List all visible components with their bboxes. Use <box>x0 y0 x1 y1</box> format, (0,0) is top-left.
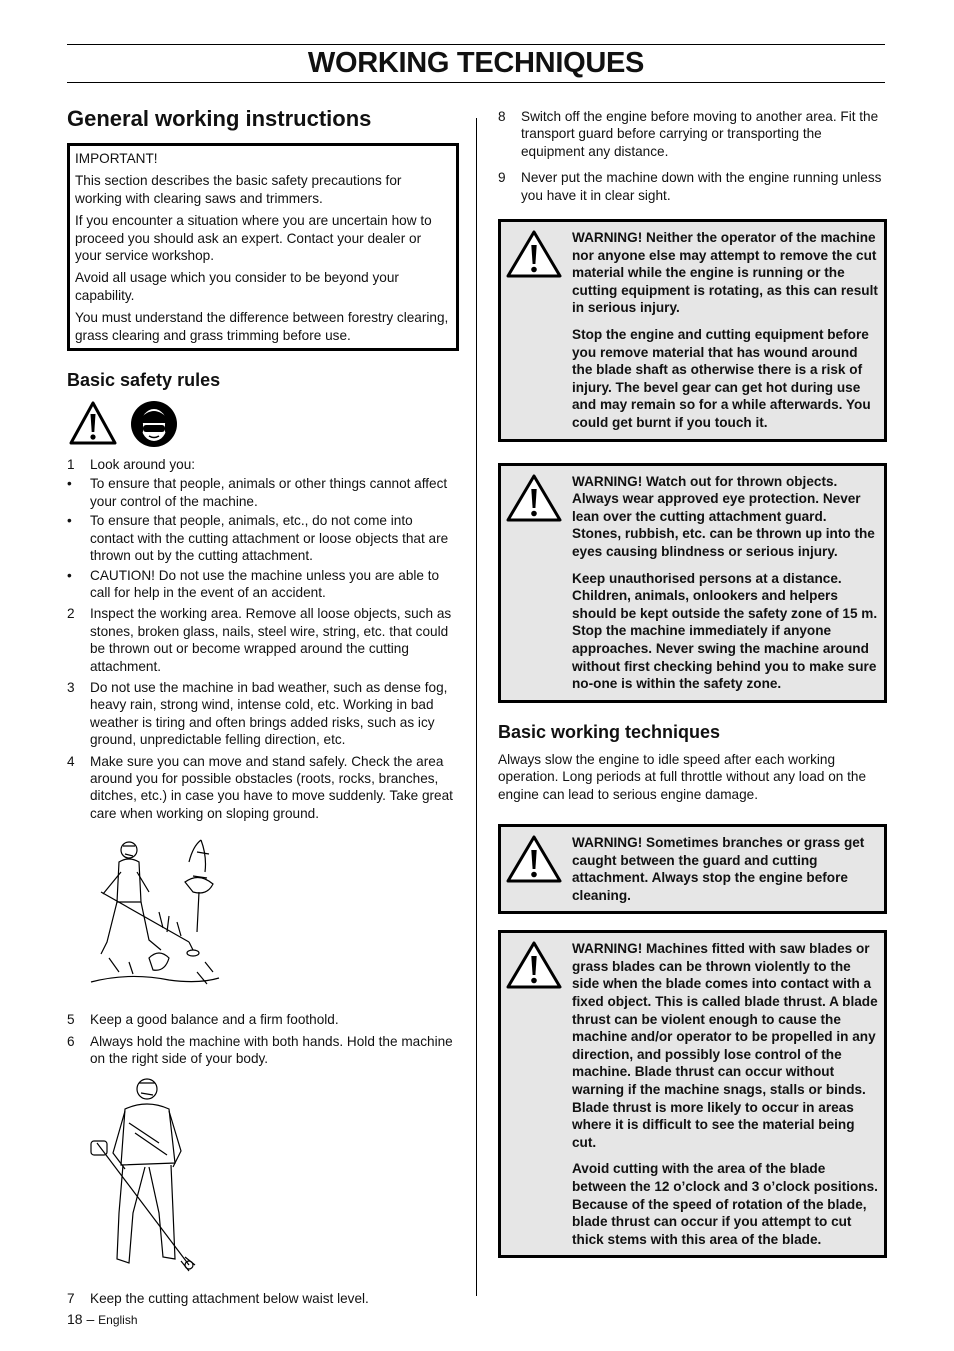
list-item: 9 Never put the machine down with the engine running unless you have it in clear sight. <box>498 170 882 203</box>
important-line: IMPORTANT! <box>75 151 158 166</box>
warning-text: Avoid cutting with the area of the blade between the 12 o’clock and 3 o’clock positions. Because of the speed of rotation of the blade, blade thrust can occur if you attempt to cut thick stems with this area of the blade. <box>572 1161 878 1247</box>
right-column <box>498 108 887 1258</box>
safety-list <box>67 456 455 822</box>
list-item: 8 Switch off the engine before moving to another area. Fit the transport guard before carrying or transporting the equipment any distance. <box>498 109 879 159</box>
page-number: 18 – <box>67 1311 95 1327</box>
illustration-operator-holding-machine <box>89 1073 455 1278</box>
warning-text: Keep unauthorised persons at a distance. Children, animals, onlookers and helpers should be kept outside the safety zone of 15 m. Stop the machine immediately if anyone approaches. Never swing the machine around without first checking behind you to make sure no-one is within the safety zone. <box>572 570 878 692</box>
safety-icons <box>68 400 455 448</box>
balance-list <box>67 1011 455 1067</box>
warning-text: Stop the engine and cutting equipment before you remove material that has wound around the blade shaft as otherwise there is a risk of injury. The bevel gear can get hot during use and may remain so for a while afterwards. You could get burnt if you touch it. <box>572 327 871 430</box>
list-item: 3 Do not use the machine in bad weather, such as dense fog, heavy rain, strong wind, intense cold, etc. Working in bad weather is tiring and often brings added risks, such as icy ground, unpredictable felling direction, etc. <box>67 679 448 748</box>
page-footer <box>67 1311 138 1327</box>
important-line: This section describes the basic safety precautions for working with clearing saws and trimmers. <box>75 173 402 206</box>
list-item: 7 Keep the cutting attachment below waist level. <box>67 1291 369 1307</box>
column-divider <box>476 118 477 1296</box>
warning-box <box>498 463 887 703</box>
protective-equipment-icon <box>130 400 178 448</box>
left-column <box>67 105 455 1312</box>
techniques-text: Always slow the engine to idle speed after each working operation. Long periods at full throttle without any load on the engine can lead to serious engine damage. <box>498 751 867 802</box>
warning-box <box>498 219 887 442</box>
warning-text: WARNING! Neither the operator of the machine nor anyone else may attempt to remove the cut material while the engine is running or the cutting equipment is rotating, as this can result in serious injury. <box>572 230 878 316</box>
warning-text: WARNING! Watch out for thrown objects. Always wear approved eye protection. Never lean over the cutting attachment guard. Stones, rubbish, etc. can be thrown up into the eyes causing blindness or serious injury. <box>572 473 875 559</box>
section-heading: General working instructions <box>67 106 372 131</box>
list-item: 1 Look around you: <box>67 457 196 473</box>
important-line: You must understand the difference between forestry clearing, grass clearing and grass trimming before use. <box>75 310 449 343</box>
warning-triangle-icon <box>505 473 572 693</box>
list-item: • To ensure that people, animals or other things cannot affect your control of the machine. <box>67 476 448 509</box>
warning-triangle-icon <box>505 940 572 1248</box>
important-box <box>67 143 459 351</box>
list-item: 5 Keep a good balance and a firm foothold. <box>67 1012 339 1028</box>
list-item: • CAUTION! Do not use the machine unless you are able to call for help in the event of an accident. <box>67 567 440 600</box>
page-title: WORKING TECHNIQUES <box>307 47 645 79</box>
list-item: 6 Always hold the machine with both hands. Hold the machine on the right side of your body. <box>67 1033 453 1066</box>
illustration-operator-in-brush <box>89 832 455 997</box>
subsection-heading: Basic working techniques <box>498 721 721 742</box>
page-header <box>67 44 885 83</box>
warning-box <box>498 930 887 1258</box>
warning-text: WARNING! Machines fitted with saw blades or grass blades can be thrown violently to the side when the blade comes into contact with a fixed object. This is called blade thrust. A blade thrust can be violent enough to cause the machine and/or operator to be propelled in any direction, and possibly lose control of the machine. Blade thrust can occur without warning if the machine snags, stalls or binds. Blade thrust is more likely to occur in areas where it is difficult to see the material being cut. <box>572 941 878 1150</box>
waist-list <box>67 1290 455 1307</box>
warning-box <box>498 824 887 914</box>
footer-language: English <box>98 1313 138 1327</box>
list-item: 2 Inspect the working area. Remove all loose objects, such as stones, broken glass, nails, steel wire, string, etc. that could be thrown out or become wrapped around the cutting attachment. <box>67 606 452 674</box>
subsection-heading: Basic safety rules <box>67 370 221 391</box>
list-item: 4 Make sure you can move and stand safely. Check the area around you for possible obstacles (roots, rocks, branches, ditches, etc.) in case you have to move suddenly. Take great care when working on sloping ground. <box>67 753 453 821</box>
warning-triangle-icon <box>505 834 572 904</box>
important-line: If you encounter a situation where you are uncertain how to proceed you should ask an expert. Contact your dealer or your service workshop. <box>75 213 432 264</box>
warning-triangle-icon <box>68 400 118 446</box>
important-line: Avoid all usage which you consider to be beyond your capability. <box>75 270 399 303</box>
engine-list <box>498 108 887 204</box>
list-item: • To ensure that people, animals, etc., do not come into contact with the cutting attachment or loose objects that are thrown out by the cutting attachment. <box>67 513 449 564</box>
warning-triangle-icon <box>505 229 572 432</box>
warning-text: WARNING! Sometimes branches or grass get caught between the guard and cutting attachment. Always stop the engine before cleaning. <box>572 834 865 903</box>
